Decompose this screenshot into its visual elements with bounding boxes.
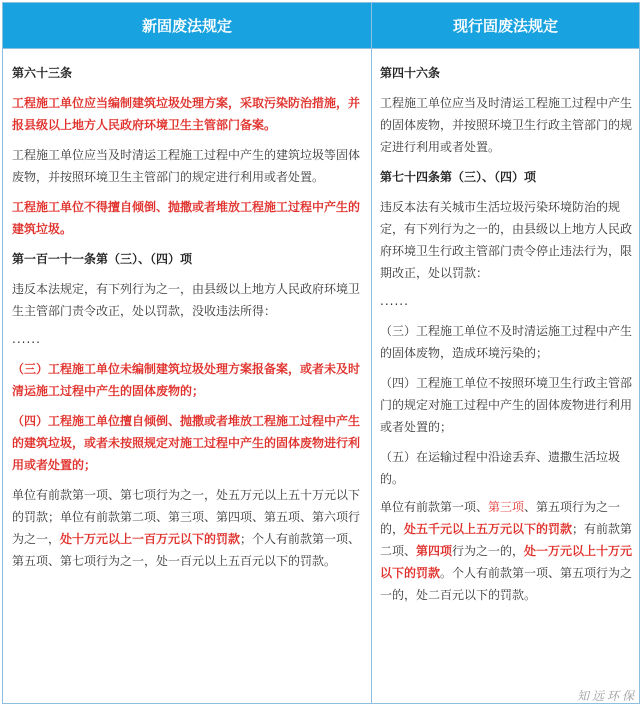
article-63-paragraph-3: 工程施工单位不得擅自倾倒、抛撒或者堆放工程施工过程中产生的建筑垃圾。 xyxy=(12,200,361,236)
penalty-text-red: 处十万元以上一百万元以下的罚款 xyxy=(60,532,241,546)
watermark: 知远环保 xyxy=(576,689,637,703)
pen-text-4: 行为之一的， xyxy=(452,544,525,558)
new-law-column xyxy=(3,3,372,703)
pen-text-3: ；有前款第二项、 xyxy=(380,522,633,558)
pen-text-5: 。个人有前款第一项、第五项行为之一的，处二百元以下的罚款。 xyxy=(380,566,633,602)
article-111-penalty xyxy=(12,484,363,572)
pen-red-3: 第四项 xyxy=(416,544,453,558)
current-law-content xyxy=(372,49,639,606)
pen-text-1: 单位有前款第一项、 xyxy=(380,500,489,514)
article-46-paragraph-1: 工程施工单位应当及时清运工程施工过程中产生的固体废物，并按照环境卫生行政主管部门的规定进行利用或者处置。 xyxy=(380,96,633,154)
article-74-item-3: （三）工程施工单位不及时清运施工过程中产生的固体废物，造成环境污染的； xyxy=(380,324,633,360)
new-law-header: 新固废法规定 xyxy=(3,3,371,49)
new-law-content xyxy=(3,49,371,572)
article-111-paragraph-1: 违反本法规定，有下列行为之一，由县级以上地方人民政府环境卫生主管部门责令改正，处以罚款，没收违法所得： xyxy=(12,282,361,318)
article-74-title: 第七十四条第（三）、（四）项 xyxy=(380,170,537,184)
article-74-paragraph-1: 违反本法有关城市生活垃圾污染环境防治的规定，有下列行为之一的，由县级以上地方人民政府环境卫生行政主管部门责令停止违法行为，限期改正，处以罚款： xyxy=(380,200,633,280)
pen-red-2: 处五千元以上五万元以下的罚款 xyxy=(404,522,573,536)
pen-red-4: 处一万元以上十万元以下的罚款 xyxy=(380,544,633,580)
current-law-column xyxy=(372,3,639,703)
article-63-paragraph-1: 工程施工单位应当编制建筑垃圾处理方案，采取污染防治措施，并报县级以上地方人民政府环境卫生主管部门备案。 xyxy=(12,96,361,132)
article-111-item-3: （三）工程施工单位未编制建筑垃圾处理方案报备案，或者未及时清运施工过程中产生的固体废物的； xyxy=(12,362,361,398)
ellipsis: ...... xyxy=(380,294,409,308)
article-46-title: 第四十六条 xyxy=(380,66,441,80)
comparison-table xyxy=(2,2,640,704)
article-111-title: 第一百一十一条第（三）、（四）项 xyxy=(12,252,193,266)
pen-red-1: 第三项 xyxy=(488,500,525,514)
ellipsis: ...... xyxy=(12,332,41,346)
pen-text-2: 、第五项行为之一的， xyxy=(380,500,621,536)
article-74-penalty xyxy=(380,496,633,606)
current-law-header: 现行固废法规定 xyxy=(372,3,639,49)
article-111-item-4: （四）工程施工单位擅自倾倒、抛撒或者堆放工程施工过程中产生的建筑垃圾，或者未按照规定对施工过程中产生的固体废物进行利用或者处置的； xyxy=(12,414,361,472)
article-63-paragraph-2: 工程施工单位应当及时清运工程施工过程中产生的建筑垃圾等固体废物，并按照环境卫生主管部门的规定进行利用或者处置。 xyxy=(12,148,361,184)
article-74-item-4: （四）工程施工单位不按照环境卫生行政主管部门的规定对施工过程中产生的固体废物进行利用或者处置的； xyxy=(380,376,633,434)
article-63-title: 第六十三条 xyxy=(12,66,73,80)
penalty-text-b: ；个人有前款第一项、第五项、第七项行为之一，处一百元以上五百元以下的罚款。 xyxy=(12,532,361,568)
penalty-text-a: 单位有前款第一项、第七项行为之一，处五万元以上五十万元以下的罚款；单位有前款第二项、第三项、第四项、第五项、第六项行为之一， xyxy=(12,488,361,546)
article-74-item-5: （五）在运输过程中沿途丢弃、遗撒生活垃圾的。 xyxy=(380,450,621,486)
